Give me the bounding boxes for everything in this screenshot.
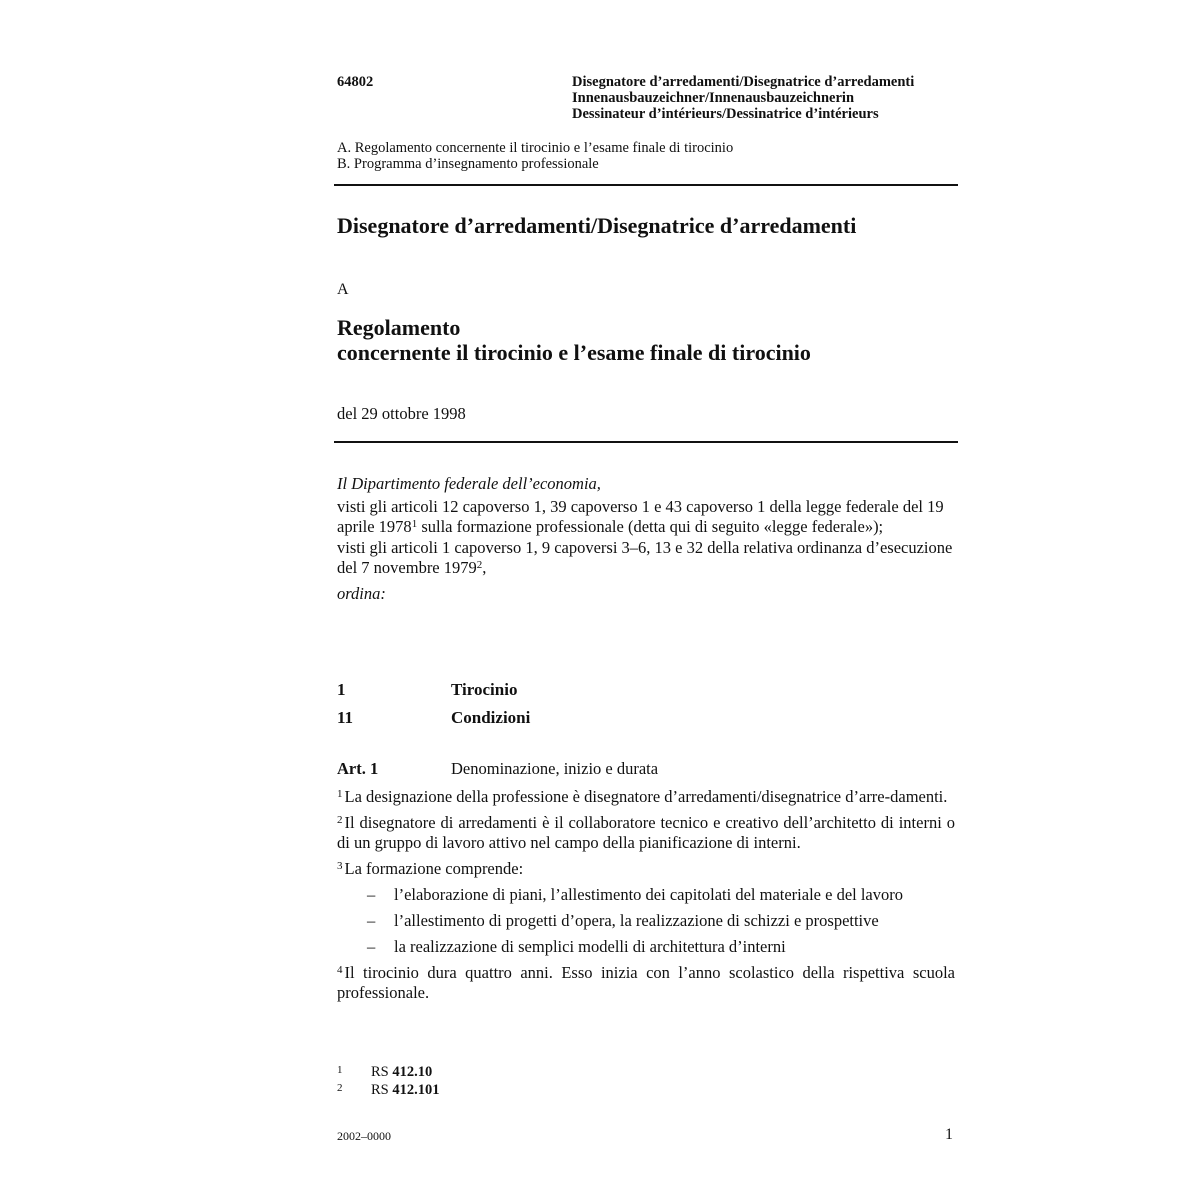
main-title: Disegnatore d’arredamenti/Disegnatrice d’arredamenti [337, 213, 857, 238]
footnote-text [371, 1082, 440, 1098]
article-body [337, 787, 955, 1009]
divider-rule [334, 441, 958, 443]
footnote-ref: 1 [411, 518, 418, 530]
training-list [337, 885, 955, 957]
footnote [337, 1081, 440, 1099]
part-letter: A [337, 281, 349, 298]
article-number: Art. 1 [337, 759, 379, 778]
preamble-ordina: ordina: [337, 583, 386, 603]
preamble-text: , [482, 558, 487, 577]
preamble-text: visti gli articoli 1 capoverso 1, 9 capoversi 3–6, 13 e 32 della relativa ordinanza d’esecuzione del 7 novembre 1979 [337, 537, 953, 577]
part-b: B. Programma d’insegnamento professionale [337, 155, 599, 172]
list-item [337, 885, 955, 905]
list-item [337, 911, 955, 931]
dash-bullet: – [367, 911, 376, 930]
header-titles [572, 74, 972, 122]
paragraph-number: 4 [337, 964, 343, 976]
header-title-it: Disegnatore d’arredamenti/Disegnatrice d’arredamenti [572, 74, 915, 90]
paragraph [337, 963, 955, 1003]
header-title-fr: Dessinateur d’intérieurs/Dessinatrice d’intérieurs [572, 106, 879, 122]
page-number: 1 [945, 1126, 953, 1143]
preamble-visti-1 [337, 497, 957, 538]
regulation-title [337, 315, 811, 365]
paragraph-text: Il tirocinio dura quattro anni. Esso inizia con l’anno scolastico della rispettiva scuola professionale. [337, 963, 955, 1002]
parts-list [337, 141, 733, 172]
list-item-text: la realizzazione di semplici modelli di architettura d’interni [394, 937, 786, 956]
footnote-prefix: RS [371, 1064, 393, 1080]
list-item-text: l’elaborazione di piani, l’allestimento dei capitolati del materiale e del lavoro [394, 885, 904, 904]
footnote [337, 1063, 440, 1081]
document-code: 64802 [337, 74, 374, 90]
footnote-mark: 2 [337, 1081, 343, 1094]
section-number: 1 [337, 680, 346, 699]
part-a: A. Regolamento concernente il tirocinio e l’esame finale di tirocinio [337, 140, 734, 156]
list-item-text: l’allestimento di progetti d’opera, la realizzazione di schizzi e prospettive [394, 911, 879, 930]
preamble-text: sulla formazione professionale (detta qui di seguito «legge federale»); [417, 517, 884, 536]
dash-bullet: – [367, 885, 376, 904]
footnotes [337, 1063, 440, 1098]
footnote-reference: 412.101 [392, 1081, 440, 1098]
footnote-text [371, 1064, 432, 1080]
article-title: Denominazione, inizio e durata [451, 759, 659, 778]
footnote-mark: 1 [337, 1064, 343, 1076]
paragraph-text: La formazione comprende: [344, 859, 524, 878]
preamble [337, 474, 957, 604]
regulation-date: del 29 ottobre 1998 [337, 404, 466, 423]
divider-rule [334, 184, 958, 186]
paragraph [337, 787, 955, 807]
section-title: Condizioni [451, 708, 531, 727]
preamble-text: visti gli articoli 12 capoverso 1, 39 capoverso 1 e 43 capoverso 1 della legge federale del 19 aprile 1978 [337, 496, 944, 536]
footnote-prefix: RS [371, 1081, 393, 1098]
paragraph [337, 859, 955, 879]
preamble-visti-2 [337, 538, 957, 579]
paragraph-text: La designazione della professione è disegnatore d’arredamenti/disegnatrice d’arre-damenti. [344, 787, 948, 806]
paragraph-number: 3 [337, 860, 343, 872]
section-title: Tirocinio [451, 680, 518, 699]
dash-bullet: – [367, 937, 376, 956]
paragraph [337, 813, 955, 853]
paragraph-text: Il disegnatore di arredamenti è il collaboratore tecnico e creativo dell’architetto di interni o di un gruppo di lavoro attivo nel campo della pianificazione di interni. [337, 813, 955, 852]
paragraph-number: 1 [337, 788, 343, 800]
footnote-ref: 2 [476, 559, 483, 571]
regulation-title-line2: concernente il tirocinio e l’esame finale di tirocinio [337, 340, 811, 365]
paragraph-number: 2 [337, 814, 343, 826]
section-number: 11 [337, 708, 354, 727]
preamble-department: Il Dipartimento federale dell’economia, [337, 474, 601, 493]
document-reference-code: 2002–0000 [337, 1129, 391, 1143]
list-item [337, 937, 955, 957]
footnote-reference: 412.10 [392, 1064, 433, 1080]
regulation-title-line1: Regolamento [337, 315, 461, 340]
header-title-de: Innenausbauzeichner/Innenausbauzeichnerin [572, 90, 855, 106]
